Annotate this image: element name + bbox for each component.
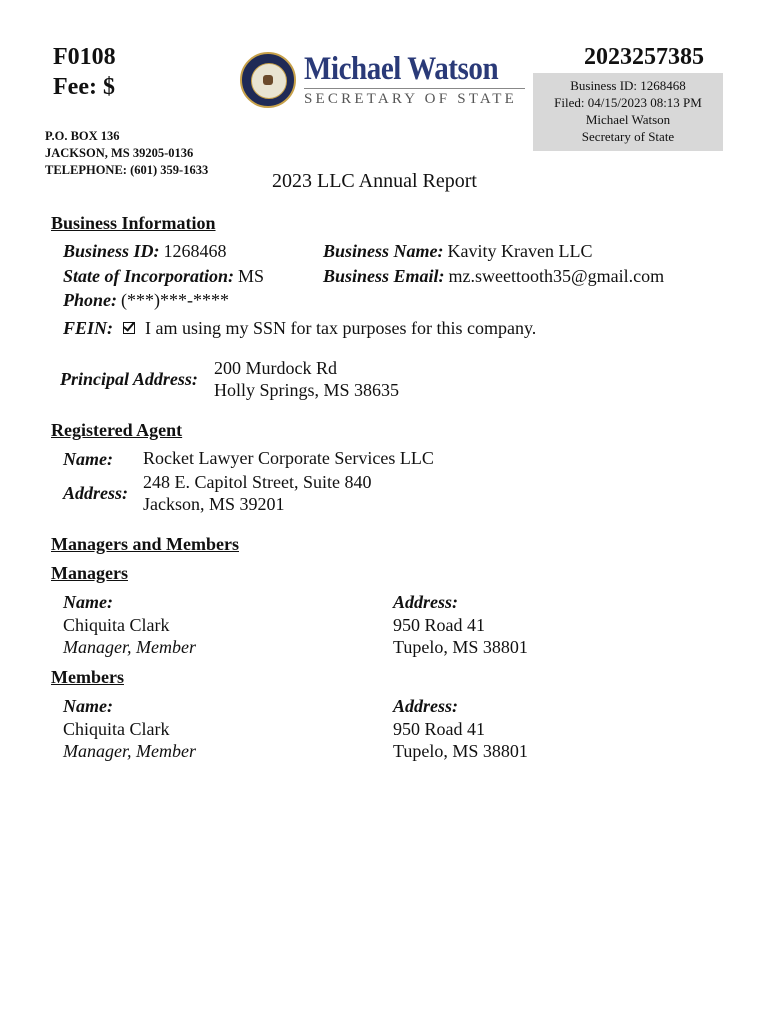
principal-address-line2: Holly Springs, MS 38635 [214, 380, 400, 400]
business-id-label: Business ID: [63, 241, 160, 261]
manager-address-line1: 950 Road 41 [393, 615, 485, 635]
filing-number: 2023257385 [584, 44, 704, 70]
agent-address-label: Address: [63, 483, 129, 503]
member-name: Chiquita Clark [63, 719, 170, 739]
manager-address-line2: Tupelo, MS 38801 [393, 637, 528, 657]
state-label: State of Incorporation: [63, 266, 235, 286]
member-address-label: Address: [393, 696, 459, 716]
managers-members-heading: Managers and Members [51, 534, 239, 554]
secretary-logo [240, 52, 525, 108]
member-name-label: Name: [63, 696, 113, 716]
telephone: TELEPHONE: (601) 359-1633 [45, 163, 209, 177]
business-id-value: 1268468 [163, 241, 227, 261]
business-id-row [63, 241, 227, 262]
members-heading: Members [51, 667, 124, 687]
fein-label: FEIN: [63, 318, 114, 338]
business-name-row [323, 241, 592, 262]
fein-row [63, 318, 536, 339]
agent-name-label: Name: [63, 449, 113, 469]
member-role: Manager, Member [63, 741, 196, 761]
manager-role: Manager, Member [63, 637, 196, 657]
agent-address-line1: 248 E. Capitol Street, Suite 840 [143, 472, 372, 492]
state-value: MS [238, 266, 265, 286]
filed-official-title: Secretary of State [581, 129, 675, 144]
report-title: 2023 LLC Annual Report [272, 170, 477, 192]
principal-address-line1: 200 Murdock Rd [214, 358, 337, 378]
manager-address-label: Address: [393, 592, 459, 612]
state-seal-icon [240, 52, 296, 108]
phone-label: Phone: [63, 290, 117, 310]
agent-name-value: Rocket Lawyer Corporate Services LLC [143, 448, 434, 468]
state-row [63, 266, 264, 287]
city-line: JACKSON, MS 39205-0136 [45, 146, 194, 160]
logo-subtitle: SECRETARY OF STATE [304, 88, 525, 108]
ssn-checkbox-icon [123, 322, 135, 334]
logo-name: Michael Watson [304, 51, 499, 87]
email-label: Business Email: [323, 266, 445, 286]
registered-agent-heading: Registered Agent [51, 420, 183, 440]
fein-text: I am using my SSN for tax purposes for this company. [145, 318, 537, 338]
business-name-value: Kavity Kraven LLC [447, 241, 593, 261]
form-code: F0108 [53, 44, 116, 70]
filed-date: Filed: 04/15/2023 08:13 PM [554, 95, 702, 110]
po-box: P.O. BOX 136 [45, 129, 120, 143]
phone-value: (***)***-**** [121, 290, 229, 310]
managers-heading: Managers [51, 563, 128, 583]
business-info-heading: Business Information [51, 213, 216, 233]
office-address [45, 128, 208, 179]
manager-name-label: Name: [63, 592, 113, 612]
email-row [323, 266, 664, 287]
fee-label: Fee: $ [53, 74, 115, 100]
email-value: mz.sweettooth35@gmail.com [448, 266, 665, 286]
agent-address-line2: Jackson, MS 39201 [143, 494, 285, 514]
filed-business-id: Business ID: 1268468 [570, 78, 686, 93]
principal-address-label: Principal Address: [60, 369, 198, 389]
filed-stamp-box [533, 73, 723, 151]
member-address-line1: 950 Road 41 [393, 719, 485, 739]
phone-row [63, 290, 229, 311]
manager-name: Chiquita Clark [63, 615, 170, 635]
business-name-label: Business Name: [323, 241, 444, 261]
member-address-line2: Tupelo, MS 38801 [393, 741, 528, 761]
filed-official-name: Michael Watson [585, 112, 671, 127]
